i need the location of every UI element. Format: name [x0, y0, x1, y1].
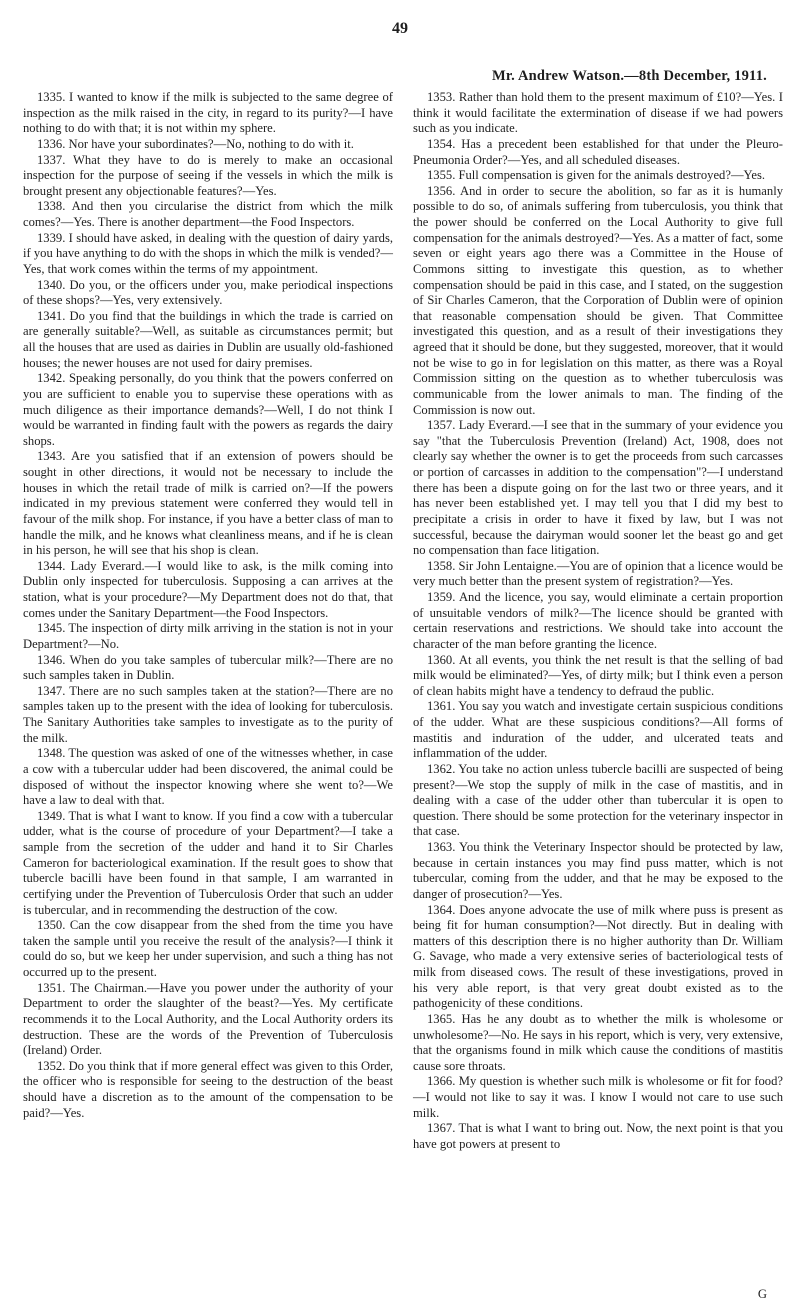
testimony-paragraph: 1335. I wanted to know if the milk is subjected to the same degree of inspection as the milk raised in the city, in regard to its purity?—I have nothing to do with that; it is not within my sphere.	[23, 90, 393, 136]
testimony-paragraph: 1340. Do you, or the officers under you, make periodical inspections of these shops?—Yes, very extensively.	[23, 277, 393, 308]
testimony-paragraph: 1367. That is what I want to bring out. Now, the next point is that you have got powers at present to	[413, 1121, 783, 1151]
testimony-paragraph: 1336. Nor have your subordinates?—No, nothing to do with it.	[37, 136, 354, 151]
testimony-paragraph: 1357. Lady Everard.—I see that in the summary of your evidence you say "that the Tuberculosis Prevention (Ireland) Act, 1908, does not clearly say whether the owner is to get the proceeds from such carcasses or portion of carcasses in addition to the compensation"?—I understand there has been a dispute going on for the last two or three years, and it has never been established yet. I may tell you that I did my best to precipitate a crisis in order to have it fixed by law, but I was not successful, because the dairyman would sooner let the beast go and get no compensation than face litigation.	[413, 418, 783, 558]
testimony-paragraph: 1363. You think the Veterinary Inspector should be protected by law, because in certain instances you may find puss matter, which is not tubercular, coming from the udder, and that he may be exposed to the danger of prosecution?—Yes.	[413, 840, 783, 901]
testimony-paragraph: 1349. That is what I want to know. If you find a cow with a tubercular udder, what is the course of procedure of your Department?—I take a sample from the secretion of the udder and hand it to Sir Charles Cameron for bacteriological examination. If the result goes to show that tubercle bacilli have been found in that sample, I am warranted in certifying under the Prevention of Tuberculosis Order that such an udder is tubercular, and in recommending the destruction of the cow.	[23, 808, 393, 917]
testimony-paragraph: 1347. There are no such samples taken at the station?—There are no samples taken up to the present with the idea of looking for tuberculosis. The Sanitary Authorities take samples to investigate as to the purity of the milk.	[23, 683, 393, 745]
testimony-paragraph: 1362. You take no action unless tubercle bacilli are suspected of being present?—We stop the supply of milk in the case of mastitis, and in dealing with a case of the udder other than tubercular it is open to question. There should be some protection for the veterinary inspector in that case.	[413, 761, 783, 839]
testimony-paragraph: 1352. Do you think that if more general effect was given to this Order, the officer who is responsible for seeing to the destruction of the beast should have a discretion as to the amount of the compensation to be paid?—Yes.	[23, 1058, 393, 1120]
testimony-paragraph: 1346. When do you take samples of tubercular milk?—There are no such samples taken in Dublin.	[23, 652, 393, 683]
testimony-paragraph: 1344. Lady Everard.—I would like to ask, is the milk coming into Dublin only inspected for tuberculosis. Supposing a can arrives at the station, what is your procedure?—My Department does not do that, that comes under the Sanitary Department—the Food Inspectors.	[23, 558, 393, 620]
testimony-paragraph: 1353. Rather than hold them to the present maximum of £10?—Yes. I think it would facilitate the extermination of disease if we had powers such as you indicate.	[413, 90, 783, 136]
testimony-paragraph: 1341. Do you find that the buildings in which the trade is carried on are generally suitable?—Well, as suitable as circumstances permit; but all the houses that are used as dairies in Dublin are usually old-fashioned houses; the newer houses are not used for dairy premises.	[23, 308, 393, 370]
testimony-paragraph: 1360. At all events, you think the net result is that the selling of bad milk would be eliminated?—Yes, of dirty milk; but I think even a person of clean habits might have a tendency to defraud the public.	[413, 652, 783, 698]
testimony-paragraph: 1361. You say you watch and investigate certain suspicious conditions of the udder. What are these suspicious conditions?—All forms of mastitis and induration of the udder, and ulcerated teats and inflammation of the udder.	[413, 699, 783, 761]
testimony-paragraph: 1356. And in order to secure the abolition, so far as it is humanly possible to do so, of animals suffering from tuberculosis, you think that the power should be conferred on the Local Authority to give full compensation for the animals destroyed?—Yes. As a matter of fact, some seven or eight years ago there was a Committee in the House of Commons sitting to investigate this question, as to whether compensation should be paid in this case, and I stated, on the suggestion of Sir Charles Cameron, that the Corporation of Dublin were of opinion that reasonable compensation should be given. That Committee investigated this question, and as a result of their investigations they agreed that it should be done, but they suggested, moreover, that it would not be wise to go in for legislation on this matter, as there was a Royal Commission sitting on the question as to whether tuberculosis was communicable from the lower animals to man. The finding of the Commission is now out.	[413, 183, 783, 417]
testimony-paragraph: 1337. What they have to do is merely to make an occasional inspection for the purpose of seeing if the vessels in which the milk is brought present any objectionable features?—Yes.	[23, 152, 393, 198]
testimony-paragraph: 1348. The question was asked of one of the witnesses whether, in case a cow with a tubercular udder had been discovered, the animal could be disposed of without the inspector knowing where she went to?—We have a law to deal with that.	[23, 746, 393, 808]
running-head: Mr. Andrew Watson.—8th December, 1911.	[491, 68, 767, 84]
testimony-paragraph: 1339. I should have asked, in dealing with the question of dairy yards, if you have anything to do with the shops in which the milk is vended?—Yes, that work comes within the terms of my appointment.	[23, 230, 393, 276]
testimony-paragraph: 1338. And then you circularise the district from which the milk comes?—Yes. There is another department—the Food Inspectors.	[23, 199, 393, 229]
testimony-paragraph: 1364. Does anyone advocate the use of milk where puss is present as being fit for human consumption?—Not directly. But in dealing with matters of this description there is no higher authority than Dr. William G. Savage, who made a very extensive series of bacteriological tests of milk from diseased cows. The result of these investigations, proved in his very able report, is that very great doubt existed as to the pathogenicity of these conditions.	[413, 902, 783, 1011]
testimony-paragraph: 1351. The Chairman.—Have you power under the authority of your Department to order the slaughter of the beast?—Yes. My certificate recommends it to the Local Authority, and the Local Authority orders its destruction. These are the words of the Prevention of Tuberculosis (Ireland) Order.	[23, 980, 393, 1058]
testimony-paragraph: 1345. The inspection of dirty milk arriving in the station is not in your Department?—No.	[23, 621, 393, 651]
testimony-paragraph: 1365. Has he any doubt as to whether the milk is wholesome or unwholesome?—No. He says in his report, which is very, very extensive, that the organisms found in milk which cause the conditions of mastitis cause sore throats.	[413, 1011, 783, 1073]
testimony-paragraph: 1342. Speaking personally, do you think that the powers conferred on you are sufficient to enable you to supervise these operations with as much diligence as their importance demands?—Well, I do not think I would be warranted in finding fault with the powers as regards the dairy shops.	[23, 371, 393, 448]
testimony-paragraph: 1355. Full compensation is given for the animals destroyed?—Yes.	[427, 168, 766, 183]
testimony-paragraph: 1359. And the licence, you say, would eliminate a certain proportion of unsuitable vendors of milk?—The licence should be granted with certain reservations and restrictions. We should take into account the character of the man before granting the licence.	[413, 590, 783, 651]
testimony-paragraph: 1366. My question is whether such milk is wholesome or fit for food?—I would not like to say it was. I know I would not care to use such milk.	[413, 1074, 783, 1120]
right-column	[413, 90, 783, 1153]
testimony-paragraph: 1343. Are you satisfied that if an extension of powers should be sought in other directions, it would not be necessary to include the houses in which the retail trade of milk is carried on?—If the powers indicated in my previous statement were conferred they would tell in favour of the milk shop. For instance, if you have a better class of man to handle the milk, and he knows what cleanliness means, and if he is clean in his person, he will see that his shop is clean.	[23, 449, 393, 558]
signature-mark: G	[757, 1287, 767, 1301]
testimony-paragraph: 1354. Has a precedent been established for that under the Pleuro-Pneumonia Order?—Yes, and all scheduled diseases.	[413, 136, 783, 167]
left-column	[23, 90, 393, 1121]
testimony-paragraph: 1358. Sir John Lentaigne.—You are of opinion that a licence would be very much better than the present system of registration?—Yes.	[413, 558, 783, 589]
page-number: 49	[392, 20, 408, 37]
testimony-paragraph: 1350. Can the cow disappear from the shed from the time you have taken the sample until you receive the result of the analysis?—I think it could do so, but we keep her under supervision, and such a thing has not occurred up to the present.	[23, 918, 393, 979]
